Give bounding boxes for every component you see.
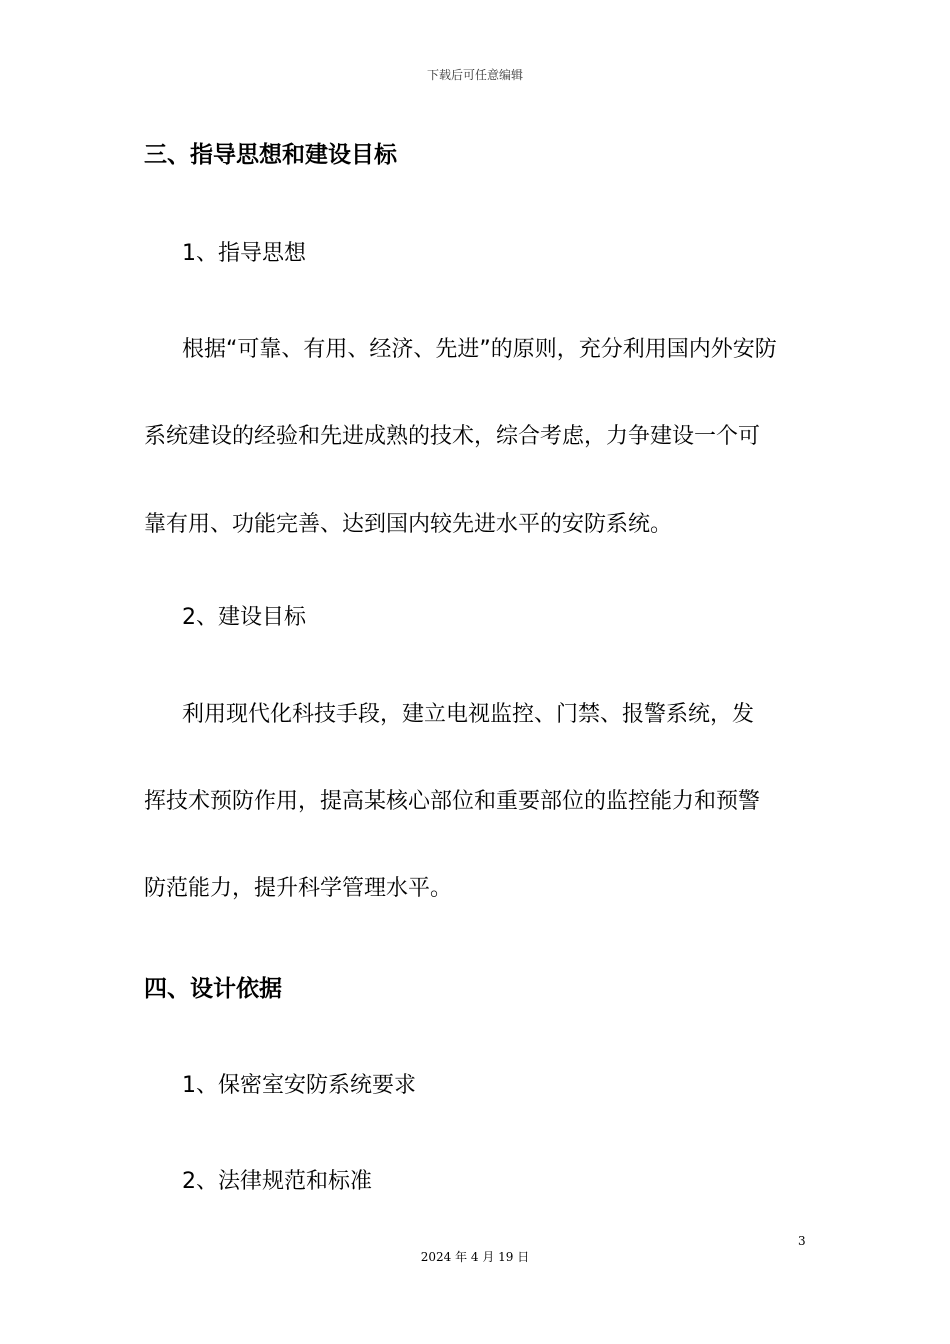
- subheading-guiding-thought: 1、指导思想: [182, 241, 306, 266]
- page-number: 3: [798, 1234, 806, 1248]
- footer-date: 2024 年 4 月 19 日: [420, 1250, 530, 1264]
- paragraph-line: 根据“可靠、有用、经济、先进”的原则，充分利用国内外安防: [182, 337, 777, 362]
- paragraph-line: 挥技术预防作用，提高某核心部位和重要部位的监控能力和预警: [144, 789, 761, 814]
- section-heading-guiding-ideas: 三、指导思想和建设目标: [144, 142, 397, 168]
- paragraph-line: 靠有用、功能完善、达到国内较先进水平的安防系统。: [144, 512, 673, 537]
- subheading-construction-goal: 2、建设目标: [182, 605, 306, 630]
- paragraph-line: 防范能力，提升科学管理水平。: [144, 876, 453, 901]
- paragraph-line: 利用现代化科技手段，建立电视监控、门禁、报警系统，发: [182, 702, 755, 727]
- page-header: 下载后可任意编辑: [426, 68, 523, 82]
- subheading-security-requirements: 1、保密室安防系统要求: [182, 1073, 416, 1098]
- section-heading-design-basis: 四、设计依据: [144, 976, 282, 1002]
- subheading-laws-standards: 2、法律规范和标准: [182, 1169, 372, 1194]
- paragraph-line: 系统建设的经验和先进成熟的技术，综合考虑，力争建设一个可: [144, 424, 761, 449]
